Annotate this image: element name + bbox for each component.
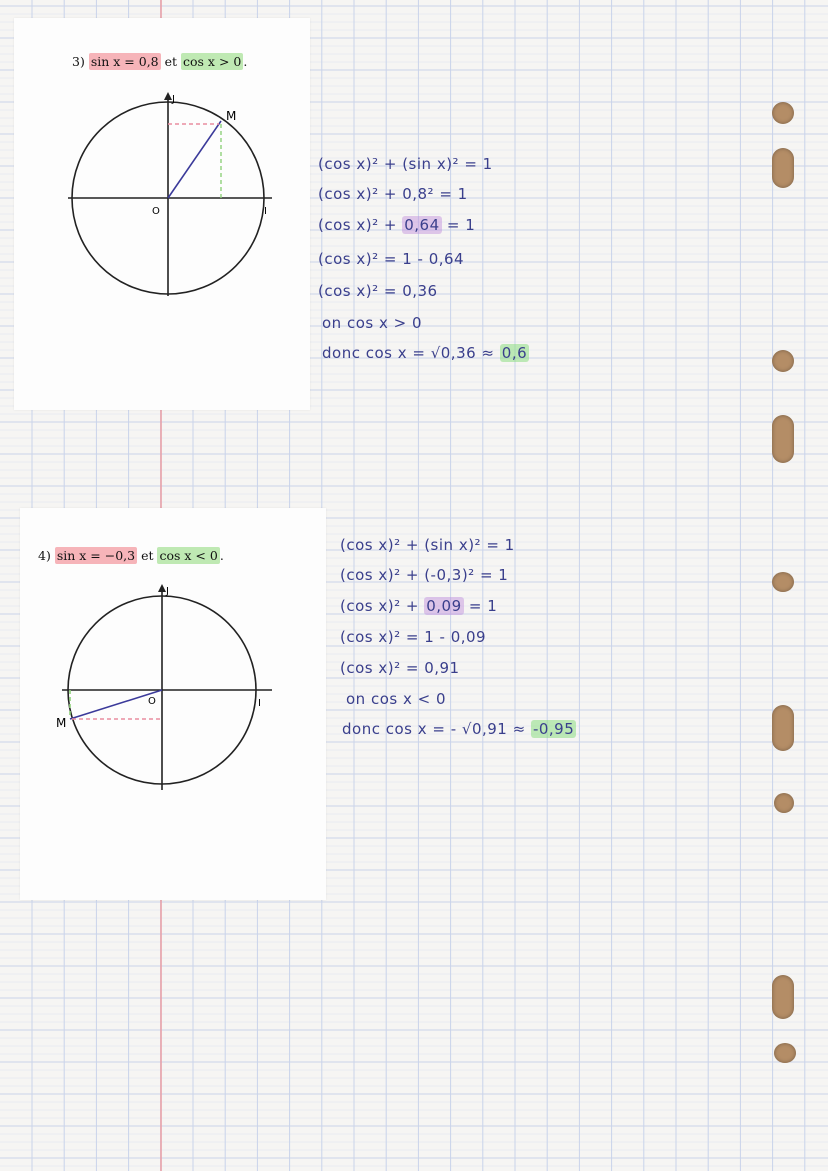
exercise-3-printout — [14, 18, 310, 410]
work3-result: 0,6 — [501, 344, 528, 362]
label-j-4: J — [166, 586, 169, 597]
exercise-3-period: . — [243, 54, 248, 69]
radius-om-3 — [168, 121, 221, 198]
work4-line-6: on cos x < 0 — [346, 690, 446, 708]
work4-line-5: (cos x)² = 0,91 — [340, 659, 460, 677]
binder-hole — [772, 148, 794, 188]
label-o-3: O — [152, 206, 160, 217]
label-i-3: I — [264, 206, 267, 217]
work4-line-3-start: (cos x)² + — [340, 597, 425, 615]
work3-line-1: (cos x)² + (sin x)² = 1 — [318, 155, 493, 173]
exercise-4-statement — [38, 548, 224, 563]
binder-hole — [774, 1043, 796, 1063]
exercise-4-printout — [20, 508, 326, 900]
exercise-4-number: 4) — [38, 548, 51, 563]
work4-line-1: (cos x)² + (sin x)² = 1 — [340, 536, 515, 554]
work3-line-3 — [318, 216, 475, 234]
exercise-4-et: et — [141, 548, 154, 563]
unit-circle-4 — [20, 582, 326, 882]
label-o-4: O — [148, 696, 156, 707]
work3-line-5: (cos x)² = 0,36 — [318, 282, 438, 300]
exercise-3-sin-condition: sin x = 0,8 — [90, 54, 159, 69]
exercise-3-statement — [72, 54, 247, 69]
work3-line-4: (cos x)² = 1 - 0,64 — [318, 250, 465, 268]
arrow-j-4 — [158, 584, 166, 592]
work3-line-2: (cos x)² + 0,8² = 1 — [318, 185, 468, 203]
binder-hole — [772, 572, 794, 592]
arrow-j-3 — [164, 92, 172, 100]
work4-result: -0,95 — [532, 720, 575, 738]
exercise-4-sin-condition: sin x = −0,3 — [56, 548, 136, 563]
work3-line-6: on cos x > 0 — [322, 314, 422, 332]
work4-highlight-009: 0,09 — [426, 597, 462, 615]
work4-line-4: (cos x)² = 1 - 0,09 — [340, 628, 487, 646]
label-j-3: J — [172, 94, 175, 105]
work3-line-7 — [322, 344, 529, 362]
work4-line-3-end: = 1 — [463, 597, 498, 615]
label-m-4: M — [56, 716, 67, 730]
work3-line-3-end: = 1 — [441, 216, 476, 234]
exercise-4-period: . — [219, 548, 224, 563]
binder-hole — [772, 102, 794, 124]
work3-line-7-start: donc cos x = √0,36 ≈ — [322, 344, 500, 362]
work4-line-7 — [342, 720, 576, 738]
binder-hole — [772, 975, 794, 1019]
work4-line-2: (cos x)² + (-0,3)² = 1 — [340, 566, 509, 584]
exercise-3-et: et — [164, 54, 178, 69]
work3-line-3-start: (cos x)² + — [318, 216, 403, 234]
binder-hole — [772, 350, 794, 372]
binder-hole — [774, 793, 794, 813]
work4-line-3 — [340, 597, 497, 615]
exercise-3-cos-condition: cos x > 0 — [183, 54, 242, 69]
binder-hole — [772, 415, 794, 463]
unit-circle-3 — [14, 90, 310, 390]
exercise-4-cos-condition: cos x < 0 — [159, 548, 218, 563]
binder-hole — [772, 705, 794, 751]
label-m-3: M — [226, 109, 237, 123]
exercise-3-number: 3) — [72, 54, 85, 69]
work3-highlight-064: 0,64 — [404, 216, 440, 234]
label-i-4: I — [258, 698, 261, 709]
work4-line-7-start: donc cos x = - √0,91 ≈ — [342, 720, 531, 738]
